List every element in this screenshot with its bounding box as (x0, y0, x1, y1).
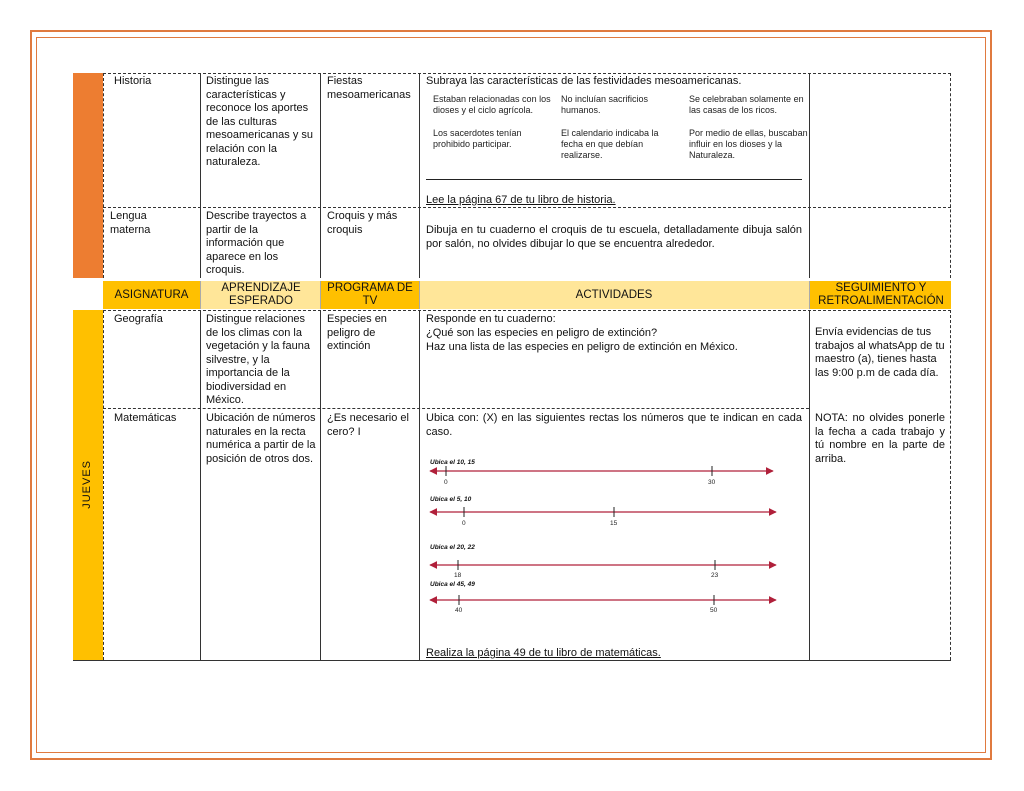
lengua-programa: Croquis y más croquis (327, 210, 398, 236)
historia-actividad-footer: Lee la página 67 de tu libro de historia. (426, 194, 616, 206)
geografia-line-1: Responde en tu cuaderno: (426, 313, 556, 325)
historia-option: Por medio de ellas, buscaban influir en los dioses y la Naturaleza. (689, 128, 808, 160)
historia-aprendizaje: Distingue las características y reconoce los aportes de las culturas mesoamericanas y su relación con la naturaleza. (206, 75, 313, 168)
historia-option: No incluían sacrificios humanos. (561, 94, 649, 115)
geografia-line-2: ¿Qué son las especies en peligro de extinción? (426, 327, 658, 339)
historia-option: Estaban relacionadas con los dioses y el ciclo agrícola. (433, 94, 551, 115)
seguimiento-p1: Envía evidencias de tus trabajos al whatsApp de tu maestro (a), tienes hasta las 9:00 p.m de cada día. (815, 326, 945, 379)
tick-label: 18 (454, 572, 462, 579)
header-programa: PROGRAMA DE TV (327, 282, 413, 307)
tick-label: 50 (710, 607, 718, 614)
historia-option: El calendario indicaba la fecha en que debían realizarse. (561, 128, 659, 160)
historia-asignatura: Historia (114, 75, 152, 87)
matematicas-aprendizaje: Ubicación de números naturales en la recta numérica a partir de la posición de otros dos. (206, 412, 316, 465)
header-seguimiento: SEGUIMIENTO Y RETROALIMENTACIÓN (818, 282, 944, 307)
tick-label: 23 (711, 572, 719, 579)
header-aprendizaje: APRENDIZAJE ESPERADO (221, 282, 301, 307)
tick-label: 15 (610, 520, 618, 527)
day-bar-top (73, 73, 103, 278)
number-line-label: Ubica el 45, 49 (430, 581, 475, 588)
geografia-programa: Especies en peligro de extinción (327, 313, 387, 352)
header-asignatura: ASIGNATURA (114, 288, 189, 301)
geografia-aprendizaje: Distingue relaciones de los climas con la vegetación y la fauna silvestre, y la importancia de la biodiversidad en México. (206, 313, 310, 406)
historia-options-grid (433, 94, 817, 161)
historia-option: Los sacerdotes tenían prohibido participar. (433, 128, 522, 149)
number-line-label: Ubica el 20, 22 (430, 544, 475, 551)
geografia-asignatura: Geografía (114, 313, 163, 325)
matematicas-programa: ¿Es necesario el cero? I (327, 412, 409, 438)
matematicas-actividad-intro: Ubica con: (X) en las siguientes rectas los números que te indican en cada caso. (426, 412, 802, 438)
lengua-actividad: Dibuja en tu cuaderno el croquis de tu escuela, detalladamente dibuja salón por salón, no olvides dibujar lo que se encuentra alrededor. (426, 224, 802, 250)
tick-label: 40 (455, 607, 463, 614)
lengua-aprendizaje: Describe trayectos a partir de la información que aparece en los croquis. (206, 210, 307, 276)
header-actividades: ACTIVIDADES (575, 288, 653, 301)
matematicas-asignatura: Matemáticas (114, 412, 177, 424)
historia-actividad-intro: Subraya las características de las festividades mesoamericanas. (426, 75, 742, 87)
historia-divider (426, 179, 802, 180)
lengua-asignatura: Lengua materna (110, 210, 151, 236)
matematicas-actividad-footer: Realiza la página 49 de tu libro de matemáticas. (426, 647, 661, 659)
historia-programa: Fiestas mesoamericanas (327, 75, 411, 101)
number-line-label: Ubica el 10, 15 (430, 459, 475, 466)
geografia-line-3: Haz una lista de las especies en peligro de extinción en México. (426, 341, 738, 353)
number-line-label: Ubica el 5, 10 (430, 496, 472, 503)
seguimiento-p2: NOTA: no olvides ponerle la fecha a cada trabajo y tú nombre en la parte de arriba. (815, 412, 945, 465)
tick-label: 30 (708, 479, 716, 486)
tick-label: 0 (462, 520, 466, 527)
historia-option: Se celebraban solamente en las casas de los ricos. (689, 94, 804, 115)
tick-label: 0 (444, 479, 448, 486)
day-label: JUEVES (81, 460, 93, 509)
